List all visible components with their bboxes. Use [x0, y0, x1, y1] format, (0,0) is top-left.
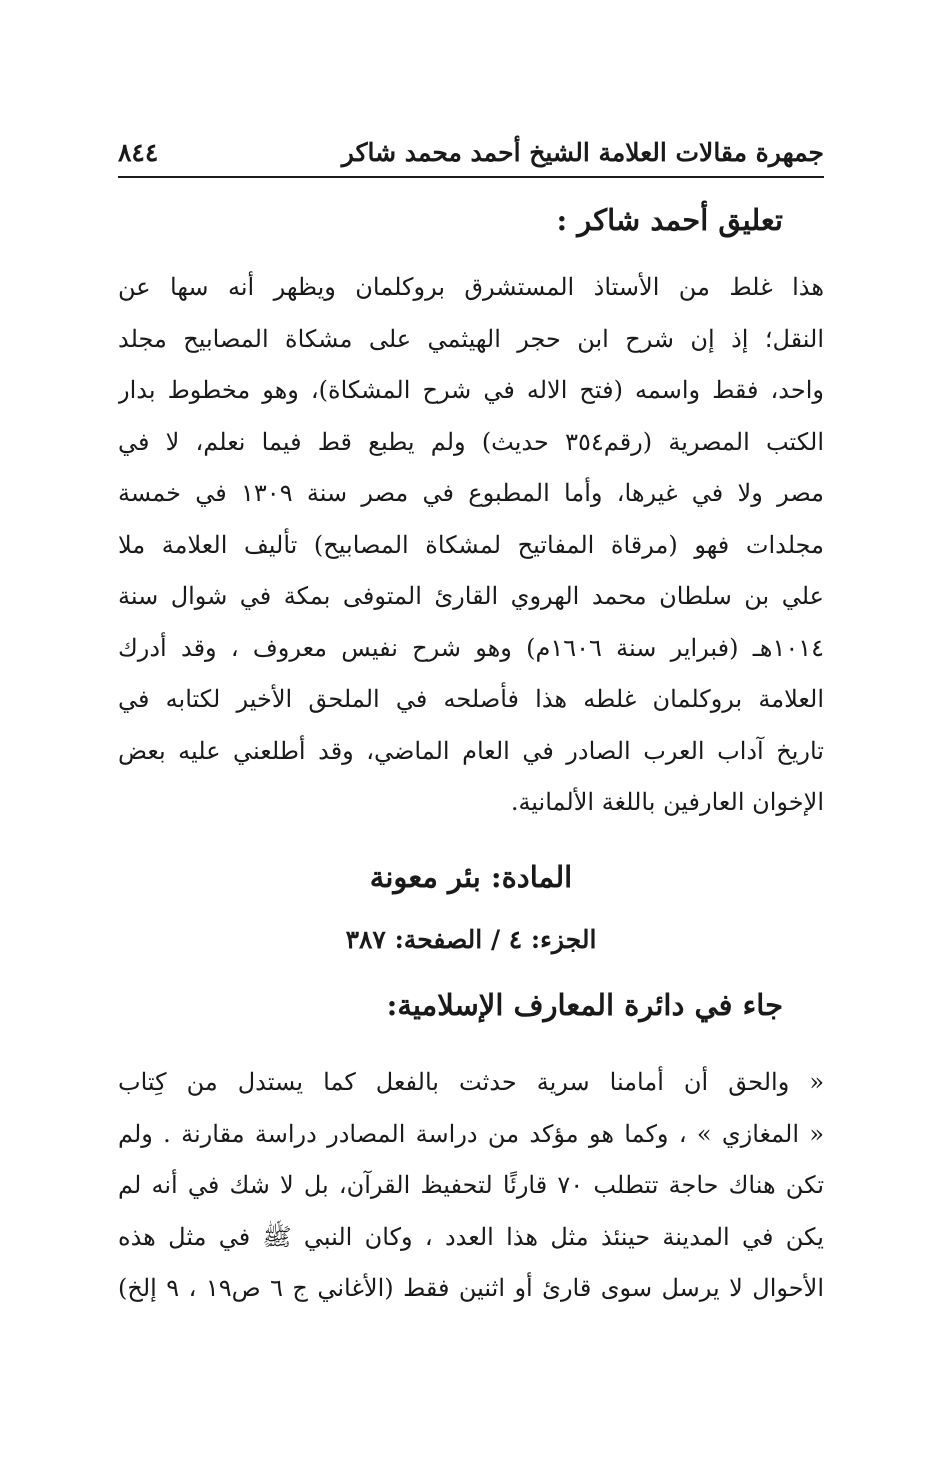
- paragraph-line: الكتب المصرية (رقم٣٥٤ حديث) ولم يطبع قط فيما نعلم، لا في: [118, 427, 824, 456]
- paragraph-line: واحد، فقط واسمه (فتح الاله في شرح المشكاة)، وهو مخطوط بدار: [118, 376, 824, 404]
- book-title: جمهرة مقالات العلامة الشيخ أحمد محمد شاكر: [341, 137, 824, 167]
- paragraph-line: مصر ولا في غيرها، وأما المطبوع في مصر سنة ١٣٠٩ في خمسة: [118, 479, 824, 507]
- quote-paragraph: [118, 1057, 824, 1315]
- paragraph-line: الإخوان العارفين باللغة الألمانية.: [510, 788, 824, 816]
- comment-paragraph: [118, 262, 824, 829]
- paragraph-line: النقل؛ إذ إن شرح ابن حجر الهيثمي على مشكاة المصابيح مجلد: [118, 324, 824, 353]
- comment-heading: تعليق أحمد شاكر :: [556, 203, 783, 237]
- page-number: ٨٤٤: [118, 137, 159, 167]
- paragraph-line: « المغازي » ، وكما هو مؤكد من دراسة المصادر دراسة مقارنة . ولم: [118, 1119, 824, 1148]
- entry-title: المادة: بئر معونة: [369, 860, 573, 894]
- paragraph-line: هذا غلط من الأستاذ المستشرق بروكلمان ويظهر أنه سها عن: [118, 273, 824, 301]
- paragraph-line: ١٠١٤هـ (فبراير سنة ١٦٠٦م) وهو شرح نفيس معروف ، وقد أدرك: [118, 633, 824, 662]
- paragraph-line: يكن في المدينة حينئذ مثل هذا العدد ، وكان النبي ﷺ في مثل هذه: [118, 1222, 824, 1251]
- paragraph-line: « والحق أن أمامنا سرية حدثت بالفعل كما يستدل من كِتاب: [118, 1068, 824, 1096]
- entry-reference: الجزء: ٤ / الصفحة: ٣٨٧: [345, 925, 597, 954]
- paragraph-line: مجلدات فهو (مرقاة المفاتيح لمشكاة المصابيح) تأليف العلامة ملا: [118, 530, 824, 559]
- running-header: [118, 132, 824, 178]
- paragraph-line: تاريخ آداب العرب الصادر في العام الماضي، وقد أطلعني عليه بعض: [118, 736, 824, 765]
- quote-heading: جاء في دائرة المعارف الإسلامية:: [386, 988, 783, 1022]
- paragraph-line: علي بن سلطان محمد الهروي القارئ المتوفى بمكة في شوال سنة: [118, 582, 824, 610]
- paragraph-line: الأحوال لا يرسل سوى قارئ أو اثنين فقط (الأغاني ج ٦ ص١٩ ، ٩ إلخ): [118, 1274, 824, 1302]
- paragraph-line: تكن هناك حاجة تتطلب ٧٠ قارئًا لتحفيظ القرآن، بل لا شك في أنه لم: [118, 1171, 824, 1199]
- paragraph-line: العلامة بروكلمان غلطه هذا فأصلحه في الملحق الأخير لكتابه في: [118, 685, 824, 713]
